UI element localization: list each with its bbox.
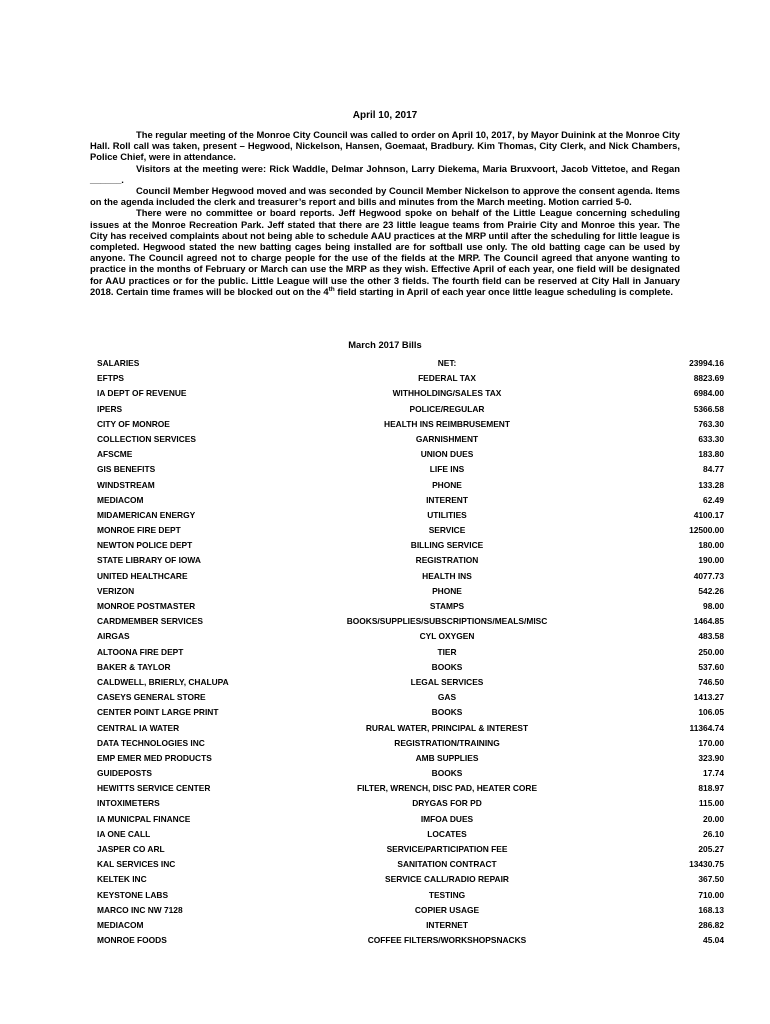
bill-row [97,508,724,523]
bill-vendor: GUIDEPOSTS [97,768,152,779]
bill-vendor: INTOXIMETERS [97,798,160,809]
bill-description: CYL OXYGEN [419,631,475,642]
bill-amount: 115.00 [698,798,724,809]
bill-row [97,447,724,462]
bill-description: INTERNET [426,919,468,930]
bill-vendor: CALDWELL, BRIERLY, CHALUPA [97,676,229,687]
bill-row [97,599,724,614]
bill-description: HEALTH INS [422,570,472,581]
bill-row [97,371,724,386]
bills-list [97,356,724,948]
bill-description: BOOKS [431,661,463,672]
bill-row [97,812,724,827]
bill-description: SANITATION CONTRACT [397,859,497,870]
bill-description: GAS [437,692,457,703]
bill-amount: 8823.69 [693,373,724,384]
bill-row [97,417,724,432]
bill-row [97,842,724,857]
bill-amount: 106.05 [698,707,724,718]
bill-row [97,493,724,508]
paragraph-call-to-order: The regular meeting of the Monroe City Council was called to order on April 10, 2017, by Mayor Duinink at the Monroe City Hall. Roll call was taken, present – Hegwood, Nickelson, Hansen, Goemaat, Bradbury. Kim Thomas, City Clerk, and Nick Chambers, Police Chief, were in attendance. [90,129,680,163]
bill-description: FEDERAL TAX [418,373,476,384]
bill-row [97,918,724,933]
bill-row [97,721,724,736]
bill-description: BOOKS [431,707,463,718]
bill-row [97,432,724,447]
bill-row [97,690,724,705]
bill-description: DRYGAS FOR PD [412,798,482,809]
bill-row [97,478,724,493]
bill-description: PHONE [432,479,462,490]
bill-vendor: UNITED HEALTHCARE [97,570,188,581]
paragraph-text: field starting in April of each year once little league scheduling is complete. [334,285,674,297]
meeting-date: April 10, 2017 [352,110,418,121]
bill-row [97,857,724,872]
bill-description: SERVICE [428,525,466,536]
bill-row [97,629,724,644]
bill-row [97,584,724,599]
bill-row [97,386,724,401]
bill-description: BOOKS/SUPPLIES/SUBSCRIPTIONS/MEALS/MISC [346,616,548,627]
bill-vendor: CENTRAL IA WATER [97,722,180,733]
bill-description: SERVICE CALL/RADIO REPAIR [385,874,509,885]
bill-row [97,645,724,660]
bill-vendor: CASEYS GENERAL STORE [97,692,206,703]
bill-vendor: HEWITTS SERVICE CENTER [97,783,211,794]
bill-row [97,933,724,948]
bill-vendor: AFSCME [97,449,133,460]
bill-description: IMFOA DUES [420,813,474,824]
bill-amount: 323.90 [698,752,724,763]
bill-amount: 6984.00 [693,388,724,399]
bill-description: STAMPS [429,601,465,611]
bill-row [97,675,724,690]
bill-description: HEALTH INS REIMBRUSEMENT [384,418,510,429]
bill-vendor: NEWTON POLICE DEPT [97,540,193,551]
bill-amount: 746.50 [698,676,724,687]
bill-amount: 13430.75 [689,859,724,870]
paragraph-little-league [90,207,680,297]
bill-vendor: STATE LIBRARY OF IOWA [97,555,201,566]
bill-amount: 818.97 [698,783,724,794]
bill-amount: 710.00 [698,889,724,900]
bill-description: LIFE INS [429,464,465,475]
bill-amount: 23994.16 [689,358,724,368]
bill-vendor: CITY OF MONROE [97,418,170,429]
bill-amount: 763.30 [698,418,724,429]
bill-description: INTERENT [426,494,468,505]
bill-row [97,553,724,568]
bill-vendor: IA MUNICPAL FINANCE [97,813,191,824]
bill-description: COPIER USAGE [414,904,480,915]
bill-row [97,781,724,796]
bill-description: BILLING SERVICE [410,540,484,551]
bill-row [97,872,724,887]
bill-amount: 205.27 [698,844,724,854]
bill-description: PHONE [432,585,462,596]
bills-title: March 2017 Bills [348,339,422,350]
bill-row [97,888,724,903]
bill-vendor: CENTER POINT LARGE PRINT [97,707,219,718]
bill-amount: 180.00 [698,540,724,551]
bill-description: UTILITIES [427,509,467,520]
bill-row [97,796,724,811]
bill-row [97,538,724,553]
bill-row [97,903,724,918]
bill-vendor: CARDMEMBER SERVICES [97,616,203,627]
bill-row [97,705,724,720]
bill-amount: 133.28 [698,479,724,490]
bill-amount: 286.82 [698,919,724,930]
bill-description: WITHHOLDING/SALES TAX [392,388,502,399]
bill-amount: 1413.27 [693,692,724,703]
bill-vendor: MEDIACOM [97,919,144,930]
bill-amount: 26.10 [703,828,724,839]
bill-row [97,569,724,584]
paragraph-visitors: Visitors at the meeting were: Rick Waddle, Delmar Johnson, Larry Diekema, Maria Bruxvoort, Jacob Vittetoe, and Regan ______. [90,162,680,185]
bill-amount: 11364.74 [689,722,724,733]
bill-description: REGISTRATION/TRAINING [394,737,500,748]
bill-description: RURAL WATER, PRINCIPAL & INTEREST [365,722,529,733]
minutes-body [90,129,680,297]
bill-description: BOOKS [431,768,463,779]
bill-vendor: BAKER & TAYLOR [97,661,171,672]
bill-description: NET: [437,358,457,368]
bill-row [97,402,724,417]
bill-description: LOCATES [427,828,467,839]
bill-vendor: ALTOONA FIRE DEPT [97,646,184,657]
bill-row [97,766,724,781]
bill-vendor: AIRGAS [97,631,130,642]
bill-amount: 4100.17 [693,509,724,520]
bill-description: LEGAL SERVICES [410,676,484,687]
bill-amount: 367.50 [698,874,724,885]
bill-vendor: EFTPS [97,373,124,384]
bill-amount: 633.30 [698,433,724,444]
bill-amount: 183.80 [698,449,724,460]
bill-vendor: KAL SERVICES INC [97,859,176,870]
bill-description: COFFEE FILTERS/WORKSHOPSNACKS [367,935,527,946]
bill-row [97,523,724,538]
bill-vendor: EMP EMER MED PRODUCTS [97,752,212,763]
bill-amount: 250.00 [698,646,724,657]
superscript: th [328,285,335,293]
bill-vendor: GIS BENEFITS [97,464,156,475]
bill-vendor: KEYSTONE LABS [97,889,169,900]
paragraph-consent-agenda: Council Member Hegwood moved and was seconded by Council Member Nickelson to approve the consent agenda. Items on the agenda included the clerk and treasurer’s report and bills and minutes from the March meeting. Motion carried 5-0. [90,185,680,208]
bill-row [97,736,724,751]
bill-vendor: MEDIACOM [97,494,144,505]
bill-row [97,751,724,766]
bill-amount: 12500.00 [689,525,724,536]
bill-amount: 17.74 [703,768,724,779]
bill-vendor: COLLECTION SERVICES [97,433,196,444]
bill-amount: 5366.58 [693,403,724,414]
bill-amount: 537.60 [698,661,724,672]
bill-amount: 190.00 [698,555,724,566]
bill-amount: 98.00 [703,601,724,611]
bill-amount: 84.77 [703,464,724,475]
bill-vendor: DATA TECHNOLOGIES INC [97,737,205,748]
bill-amount: 170.00 [698,737,724,748]
bill-vendor: MONROE FOODS [97,935,167,946]
bill-amount: 542.26 [698,585,724,596]
bill-description: REGISTRATION [415,555,479,566]
bill-description: UNION DUES [420,449,474,460]
bill-description: SERVICE/PARTICIPATION FEE [386,844,508,854]
bill-vendor: JASPER CO ARL [97,844,165,854]
bill-description: TESTING [428,889,466,900]
bill-row [97,356,724,371]
bill-amount: 168.13 [698,904,724,915]
bill-amount: 62.49 [703,494,724,505]
bill-description: POLICE/REGULAR [409,403,485,414]
bill-amount: 45.04 [703,935,724,946]
bill-vendor: MIDAMERICAN ENERGY [97,509,196,520]
bill-row [97,462,724,477]
bill-description: TIER [437,646,457,657]
bill-vendor: SALARIES [97,358,140,368]
bill-vendor: MONROE POSTMASTER [97,601,196,611]
bill-vendor: IPERS [97,403,123,414]
bill-description: AMB SUPPLIES [415,752,479,763]
bill-vendor: VERIZON [97,585,135,596]
bill-vendor: IA ONE CALL [97,828,151,839]
bill-vendor: KELTEK INC [97,874,147,885]
bill-vendor: MARCO INC NW 7128 [97,904,183,915]
bill-amount: 4077.73 [693,570,724,581]
bill-row [97,660,724,675]
bill-vendor: IA DEPT OF REVENUE [97,388,187,399]
bill-amount: 1464.85 [693,616,724,627]
bill-vendor: WINDSTREAM [97,479,155,490]
bill-amount: 20.00 [703,813,724,824]
paragraph-text: There were no committee or board reports. Jeff Hegwood spoke on behalf of the Little League concerning scheduling issues at the Monroe Recreation Park. Jeff stated that there are 23 little league teams from Prairie City and Monroe this year. The City has received complaints about not being able to schedule AAU practices at the MRP until after the scheduling for little league is completed. Hegwood stated the new batting cages being installed are for softball use only. The old batting cage can be used by anyone. The Council agreed not to charge people for the use of the fields at the MRP. The Council agreed that anyone wanting to practice in the months of February or March can use the MRP as they wish. Effective April of each year, one field will be designated for AAU practices or for the public. Little League will use the other 3 fields. The fourth field can be reserved at City Hall in January 2018. Certain time frames will be blocked out on the 4 [90,207,680,297]
bill-amount: 483.58 [698,631,724,642]
bill-description: FILTER, WRENCH, DISC PAD, HEATER CORE [356,783,538,794]
bill-row [97,614,724,629]
bill-vendor: MONROE FIRE DEPT [97,525,181,536]
bill-row [97,827,724,842]
bill-description: GARNISHMENT [415,433,479,444]
